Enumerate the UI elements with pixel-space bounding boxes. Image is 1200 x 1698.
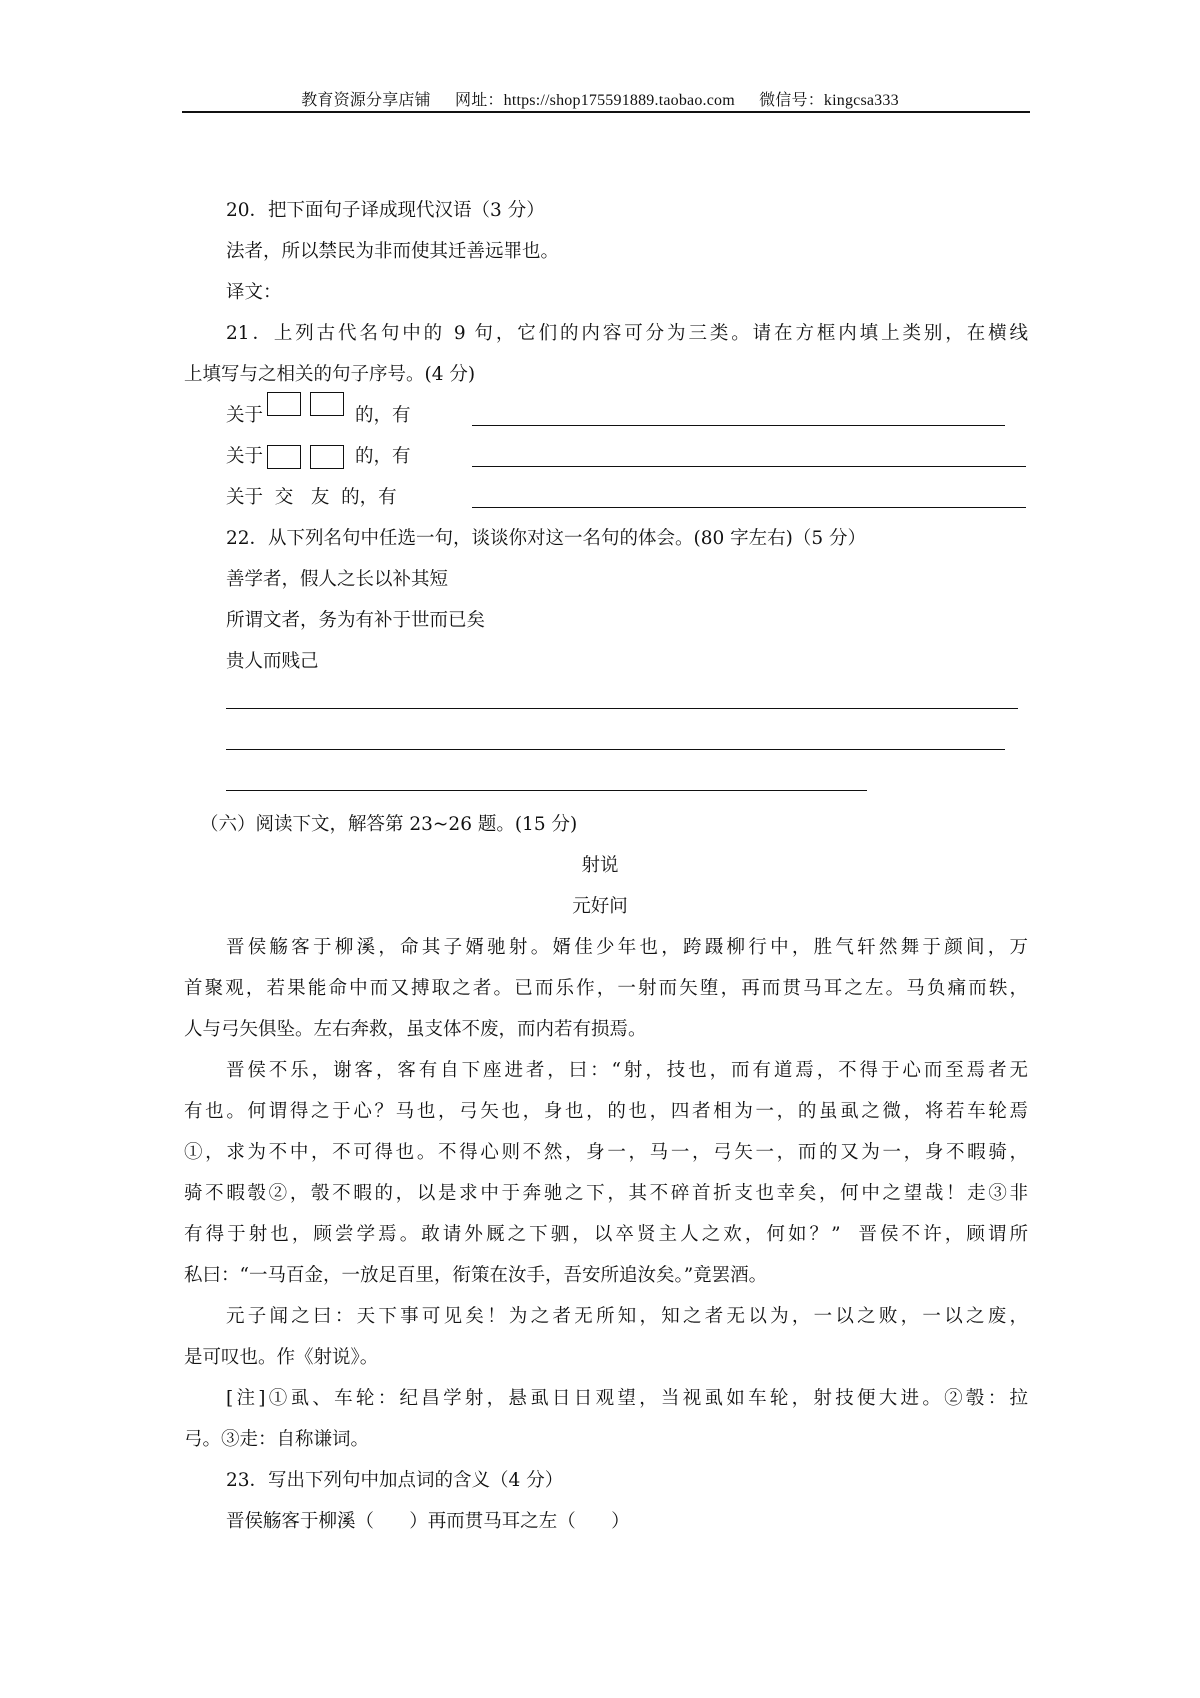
passage-p2-line3: ①，求为不中，不可得也。不得心则不然，身一，马一，弓矢一，而的又为一，身不暇骑， [184, 1142, 1028, 1163]
category-box[interactable] [267, 392, 301, 416]
passage-p2-line4: 骑不暇彀②，彀不暇的，以是求中于奔驰之下，其不碎首折支也幸矣，何中之望哉！走③非 [184, 1183, 1028, 1204]
q20-title: 20．把下面句子译成现代汉语（3 分） [226, 200, 545, 221]
passage-p1-line3: 人与弓矢俱坠。左右奔救，虽支体不废，而内若有损焉。 [184, 1019, 647, 1040]
passage-p1-line1: 晋侯觞客于柳溪，命其子婿驰射。婿佳少年也，跨蹑柳行中，胜气轩然舞于颜间，万 [226, 937, 1028, 958]
q22-option2: 所谓文者，务为有补于世而已矣 [226, 610, 486, 631]
passage-p2-line1: 晋侯不乐，谢客，客有自下座进者，曰：“射，技也，而有道焉，不得于心而至焉者无 [226, 1060, 1028, 1081]
answer-line[interactable] [472, 466, 1026, 467]
passage-p3-line1: 元子闻之曰：天下事可见矣！为之者无所知，知之者无以为，一以之败，一以之废， [226, 1306, 1028, 1327]
page-header [0, 87, 1200, 110]
q23-items: 晋侯觞客于柳溪（ ）再而贯马耳之左（ ） [226, 1511, 630, 1532]
header-divider [182, 111, 1030, 113]
q21-row2-suffix: 的，有 [355, 446, 411, 467]
passage-p1-line2: 首聚观，若果能命中而又搏取之者。已而乐作，一射而矢堕，再而贯马耳之左。马负痛而轶， [184, 978, 1028, 999]
passage-title: 射说 [581, 855, 619, 876]
q21-title-line2: 上填写与之相关的句子序号。(4 分) [184, 364, 476, 385]
q21-row1-suffix: 的，有 [355, 405, 411, 426]
passage-p2-line6: 私曰：“一马百金，一放足百里，衔策在汝手，吾安所追汝矣。”竟罢酒。 [184, 1265, 768, 1286]
q22-title: 22．从下列名句中任选一句，谈谈你对这一名句的体会。(80 字左右)（5 分） [226, 528, 867, 549]
q21-row1-prefix: 关于 [226, 405, 264, 426]
category-box[interactable] [310, 445, 344, 469]
passage-p3-line2: 是可叹也。作《射说》。 [184, 1347, 379, 1368]
answer-line[interactable] [472, 425, 1005, 426]
answer-line[interactable] [226, 790, 867, 791]
q20-sentence: 法者，所以禁民为非而使其迁善远罪也。 [226, 241, 560, 262]
note-line2: 弓。③走：自称谦词。 [184, 1429, 370, 1450]
header-shop: 教育资源分享店铺 [301, 92, 431, 109]
q22-option1: 善学者，假人之长以补其短 [226, 569, 449, 590]
q20-answer-label: 译文： [226, 282, 282, 303]
category-box[interactable] [310, 392, 344, 416]
passage-p2-line2: 有也。何谓得之于心？马也，弓矢也，身也，的也，四者相为一，的虽虱之微，将若车轮焉 [184, 1101, 1028, 1122]
category-box[interactable] [267, 445, 301, 469]
passage-p2-line5: 有得于射也，顾尝学焉。敢请外厩之下驷，以卒贤主人之欢，何如？” 晋侯不许，顾谓所 [184, 1224, 1028, 1245]
q21-row3: 关于 交 友 的，有 [226, 487, 397, 508]
header-url: 网址：https://shop175591889.taobao.com [455, 92, 735, 109]
q23-title: 23．写出下列句中加点词的含义（4 分） [226, 1470, 564, 1491]
answer-line[interactable] [472, 507, 1026, 508]
section6-intro: （六）阅读下文，解答第 23~26 题。(15 分) [200, 814, 578, 835]
header-wechat: 微信号：kingcsa333 [759, 92, 899, 109]
q21-title-line1: 21．上列古代名句中的 9 句，它们的内容可分为三类。请在方框内填上类别，在横线 [226, 323, 1028, 344]
q21-row2-prefix: 关于 [226, 446, 264, 467]
passage-author: 元好问 [572, 896, 628, 917]
q22-option3: 贵人而贱己 [226, 651, 319, 672]
answer-line[interactable] [226, 749, 1005, 750]
note-line1: [注]①虱、车轮：纪昌学射，悬虱日日观望，当视虱如车轮，射技便大进。②彀：拉 [226, 1388, 1028, 1409]
answer-line[interactable] [226, 708, 1018, 709]
